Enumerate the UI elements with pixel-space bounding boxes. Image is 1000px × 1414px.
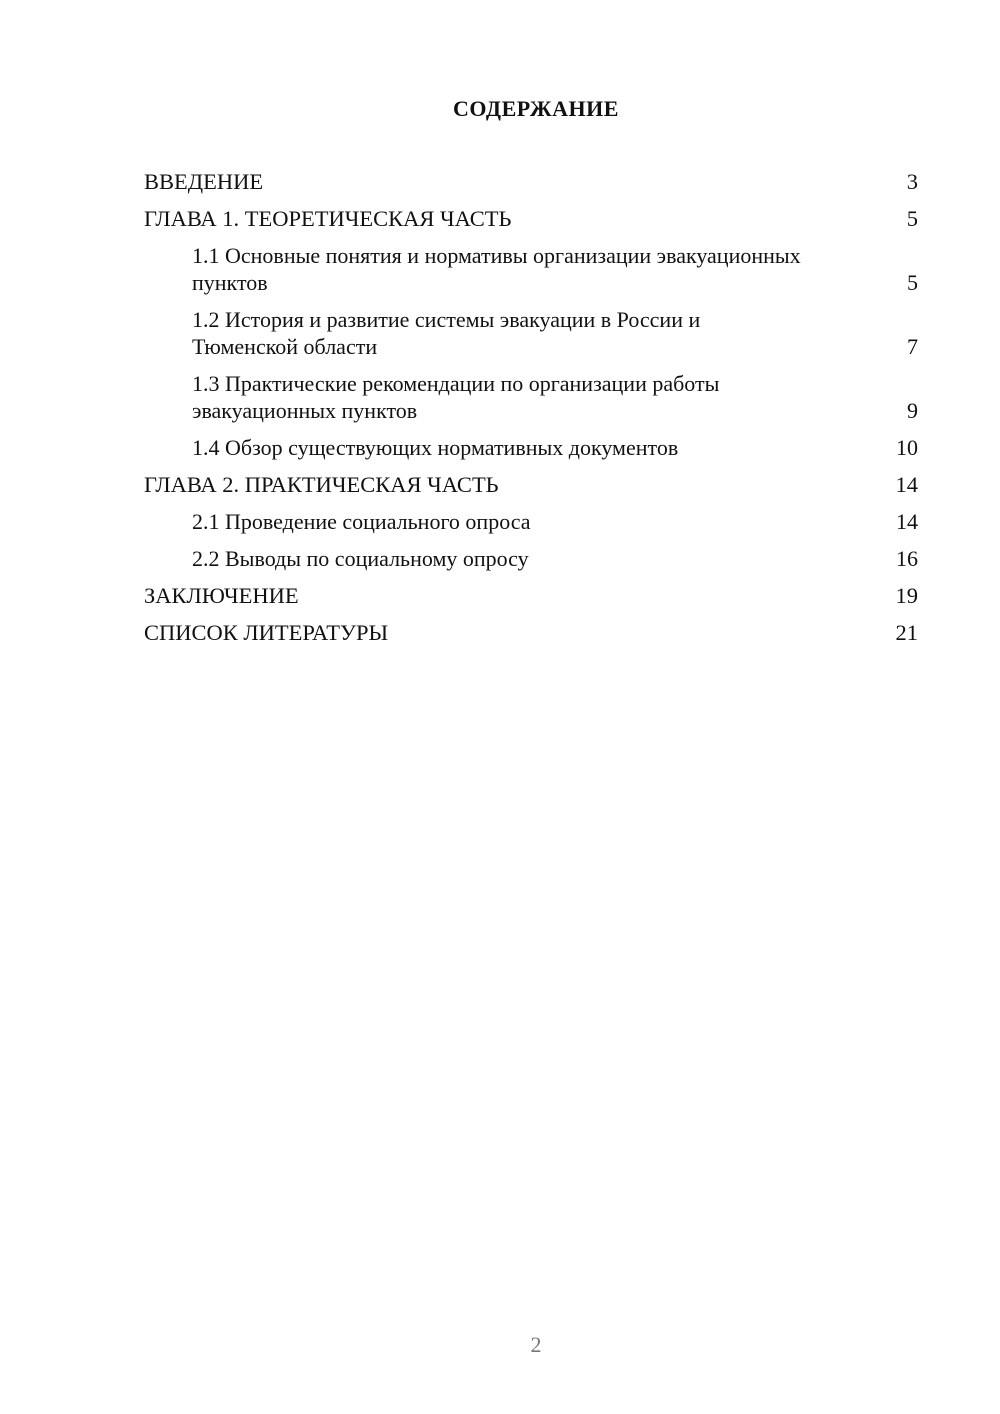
page-number: 2	[530, 1332, 542, 1357]
toc-entry-label: 1.3 Практические рекомендации по организации работы эвакуационных пунктов	[192, 371, 720, 423]
toc-entry-conclusion	[144, 582, 918, 609]
toc-entry-introduction	[144, 168, 918, 195]
toc-entry-label: ГЛАВА 2. ПРАКТИЧЕСКАЯ ЧАСТЬ	[144, 472, 499, 497]
toc-entry-label: 1.1 Основные понятия и нормативы организации эвакуационных пунктов	[192, 243, 801, 295]
toc-entry-page: 21	[895, 620, 918, 645]
toc-entry-section-2-1	[144, 508, 918, 535]
toc-entry-label: ЗАКЛЮЧЕНИЕ	[144, 583, 299, 608]
toc-entry-section-1-2	[144, 306, 918, 360]
toc-entry-label: СПИСОК ЛИТЕРАТУРЫ	[144, 620, 389, 645]
toc-entry-page: 7	[907, 334, 918, 359]
toc-entry-label: ВВЕДЕНИЕ	[144, 169, 264, 194]
toc-entry-section-1-4	[144, 434, 918, 461]
toc-entry-page: 14	[896, 509, 918, 534]
page-title: СОДЕРЖАНИЕ	[453, 96, 619, 121]
toc-entry-page: 5	[906, 206, 918, 231]
toc-entry-page: 16	[896, 546, 918, 571]
toc-entry-section-1-1	[144, 242, 918, 296]
toc-entry-label: 2.2 Выводы по социальному опросу	[192, 546, 529, 571]
toc-entry-label: 1.2 История и развитие системы эвакуации в России и Тюменской области	[192, 307, 701, 359]
toc-entry-section-2-2	[144, 545, 918, 572]
toc-entry-bibliography	[144, 619, 918, 646]
toc-entry-page: 5	[907, 270, 918, 295]
toc-entry-chapter-2	[144, 471, 918, 498]
table-of-contents	[144, 168, 918, 656]
toc-entry-page: 10	[896, 435, 918, 460]
toc-entry-chapter-1	[144, 205, 918, 232]
toc-entry-page: 9	[907, 398, 918, 423]
toc-entry-label: ГЛАВА 1. ТЕОРЕТИЧЕСКАЯ ЧАСТЬ	[144, 206, 512, 231]
toc-entry-label: 1.4 Обзор существующих нормативных документов	[192, 435, 679, 460]
toc-entry-page: 19	[895, 583, 918, 608]
toc-entry-section-1-3	[144, 370, 918, 424]
toc-entry-page: 14	[895, 472, 918, 497]
toc-entry-page: 3	[906, 169, 918, 194]
toc-entry-label: 2.1 Проведение социального опроса	[192, 509, 531, 534]
